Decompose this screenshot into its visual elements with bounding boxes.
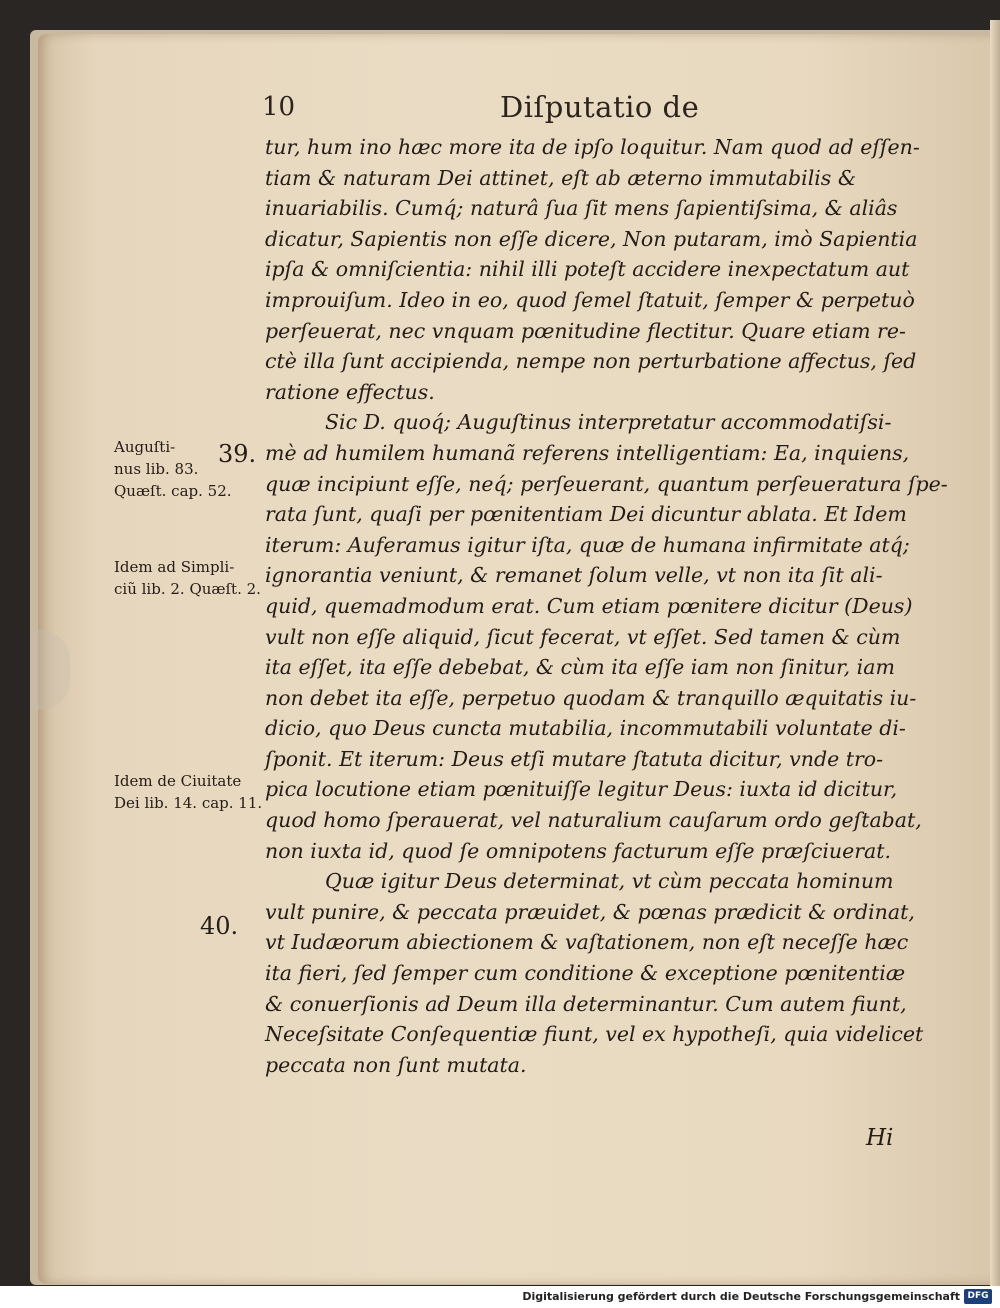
text-line: Sic D. quoq́; Auguſtinus interpretatur accommodatiſsi- <box>325 410 892 435</box>
text-line: ctè illa ſunt accipienda, nempe non perturbatione affectus, ſed <box>265 349 917 374</box>
text-line: inuariabilis. Cumq́; naturâ ſua ſit mens ſapientiſsima, & aliâs <box>265 196 898 221</box>
margin-note-line: nus lib. 83. <box>114 460 199 478</box>
text-line: dicatur, Sapientis non eſſe dicere, Non putaram, imò Sapientia <box>265 226 918 251</box>
page-number: 10 <box>262 92 296 122</box>
facing-page-edge <box>990 20 1000 1286</box>
text-line: mè ad humilem humanã referens intelligentiam: Ea, inquiens, <box>265 440 910 465</box>
margin-note-line: Auguſti- <box>114 438 176 456</box>
text-line: vult non eſſe aliquid, ſicut fecerat, vt eſſet. Sed tamen & cùm <box>265 624 901 649</box>
text-line: quid, quemadmodum erat. Cum etiam pœnitere dicitur (Deus) <box>265 593 913 618</box>
text-line: ita fieri, ſed ſemper cum conditione & exceptione pœnitentiæ <box>265 961 906 986</box>
text-line: rata ſunt, quaſi per pœnitentiam Dei dicuntur ablata. Et Idem <box>265 502 907 527</box>
section-number-40: 40. <box>200 912 239 940</box>
funding-credit: Digitalisierung gefördert durch die Deutsche Forschungsgemeinschaft <box>522 1290 960 1303</box>
text-line: improuiſum. Ideo in eo, quod ſemel ſtatuit, ſemper & perpetuò <box>265 287 915 312</box>
text-line: ignorantia veniunt, & remanet ſolum velle, vt non ita ſit ali- <box>265 563 883 588</box>
section-number-39: 39. <box>218 440 257 468</box>
text-line: dicio, quo Deus cuncta mutabilia, incommutabili voluntate di- <box>265 716 906 741</box>
text-line: non debet ita eſſe, perpetuo quodam & tranquillo æquitatis iu- <box>265 685 917 710</box>
margin-note-ad-simplicianum <box>114 556 274 600</box>
text-line: perſeuerat, nec vnquam pœnitudine flectitur. Quare etiam re- <box>265 318 906 343</box>
catchword: Hi <box>866 1125 894 1151</box>
margin-note-line: Idem ad Simpli- <box>114 558 235 576</box>
margin-note-de-civitate-dei <box>114 770 274 814</box>
dfg-logo-icon: DFG <box>964 1289 992 1304</box>
text-line: Quæ igitur Deus determinat, vt cùm peccata hominum <box>325 869 894 894</box>
text-line: quæ incipiunt eſſe, neq́; perſeuerant, quantum perſeueratura ſpe- <box>265 471 948 496</box>
text-line: non iuxta id, quod ſe omnipotens facturum eſſe præſciuerat. <box>265 838 892 863</box>
text-line: ita eſſet, ita eſſe debebat, & cùm ita eſſe iam non ſinitur, iam <box>265 655 895 680</box>
running-title: Diſputatio de <box>500 90 700 124</box>
margin-note-line: Idem de Ciuitate <box>114 772 242 790</box>
body-text <box>265 132 948 1080</box>
margin-note-line: Dei lib. 14. cap. 11. <box>114 794 263 812</box>
text-line: vt Iudæorum abiectionem & vaſtationem, non eſt neceſſe hæc <box>265 930 909 955</box>
text-line: ratione effectus. <box>265 379 435 404</box>
text-line: quod homo ſperauerat, vel naturalium cauſarum ordo geſtabat, <box>265 808 922 833</box>
text-line: vult punire, & peccata præuidet, & pœnas prædicit & ordinat, <box>265 899 915 924</box>
margin-note-line: ciũ lib. 2. Quæſt. 2. <box>114 580 261 598</box>
text-line: & conuerſionis ad Deum illa determinantur. Cum autem fiunt, <box>265 991 907 1016</box>
text-line: iterum: Auferamus igitur iſta, quæ de humana infirmitate atq́; <box>265 532 910 557</box>
clip-shadow <box>30 630 70 710</box>
text-line: tiam & naturam Dei attinet, eſt ab æterno immutabilis & <box>265 165 857 190</box>
text-line: ſponit. Et iterum: Deus etſi mutare ſtatuta dicitur, vnde tro- <box>265 746 884 771</box>
text-line: ipſa & omniſcientia: nihil illi poteſt accidere inexpectatum aut <box>265 257 910 282</box>
text-line: Neceſsitate Conſequentiæ fiunt, vel ex hypotheſi, quia videlicet <box>265 1022 924 1047</box>
margin-note-line: Quæſt. cap. 52. <box>114 482 232 500</box>
footer-bar <box>0 1286 1000 1308</box>
text-line: tur, hum ino hæc more ita de ipſo loquitur. Nam quod ad eſſen- <box>265 135 920 159</box>
text-line: peccata non ſunt mutata. <box>265 1052 527 1077</box>
text-line: pica locutione etiam pœnituiſſe legitur Deus: iuxta id dicitur, <box>265 777 898 802</box>
